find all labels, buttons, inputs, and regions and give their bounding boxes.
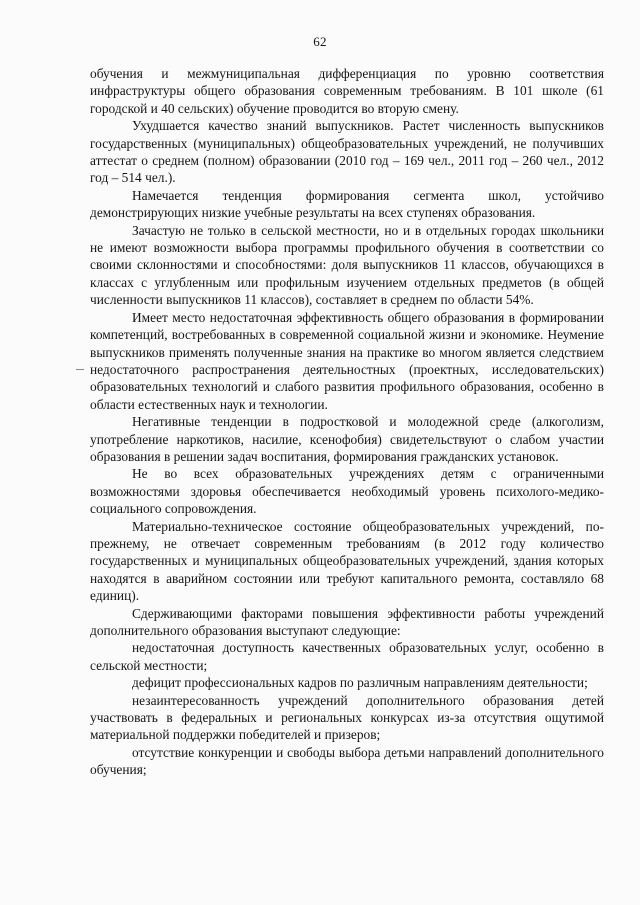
paragraph: обучения и межмуниципальная дифференциация по уровню соответствия инфраструктуры общего образования современным требованиям. В 101 школе (61 городской и 40 сельских) обучение проводится во вторую смену. bbox=[90, 66, 604, 116]
paragraph: Имеет место недостаточная эффективность общего образования в формировании компетенций, востребованных в современной социальной жизни и экономике. Неумение выпускников применять полученные знания на практике во многом является следствием недостаточного распространения деятельностных (проектных, исследовательских) образовательных технологий и слабого развития профильного образования, особенно в области естественных наук и технологии. bbox=[90, 309, 604, 412]
paragraph: Намечается тенденция формирования сегмента школ, устойчиво демонстрирующих низкие учебные результаты на всех ступенях образования. bbox=[90, 187, 604, 221]
paragraph: Зачастую не только в сельской местности, но и в отдельных городах школьники не имеют возможности выбора программы профильного обучения в соответствии со своими склонностями и способностями: доля выпускников 11 классов, обучающихся в классах с углубленным или профильным изучением отдельных предметов (в общей численности выпускников 11 классов), составляет в среднем по области 54%. bbox=[90, 222, 604, 308]
paragraph: Ухудшается качество знаний выпускников. Растет численность выпускников государственных (муниципальных) общеобразовательных учреждений, не получивших аттестат о среднем (полном) образовании (2010 год – 169 чел., 2011 год – 260 чел., 2012 год – 514 чел.). bbox=[90, 118, 604, 186]
list-item: дефицит профессиональных кадров по различным направлениям деятельности; bbox=[132, 675, 588, 691]
page-number: 62 bbox=[313, 34, 327, 49]
paragraph: Сдерживающими факторами повышения эффективности работы учреждений дополнительного образования выступают следующие: bbox=[90, 605, 604, 638]
paragraph: Не во всех образовательных учреждениях детям с ограниченными возможностями здоровья обеспечивается необходимый уровень психолого-медико-социального сопровождения. bbox=[90, 466, 604, 517]
paragraph: Материально-техническое состояние общеобразовательных учреждений, по-прежнему, не отвечает современным требованиям (в 2012 году количество государственных и муниципальных общеобразовательных учреждений, здания которых находятся в аварийном состоянии или требуют капитального ремонта, составляло 68 единиц). bbox=[90, 518, 604, 604]
list-item: недостаточная доступность качественных образовательных услуг, особенно в сельской местности; bbox=[90, 640, 604, 673]
document-body bbox=[90, 65, 604, 779]
list-item: отсутствие конкуренции и свободы выбора детьми направлений дополнительного обучения; bbox=[90, 744, 604, 778]
paragraph: Негативные тенденции в подростковой и молодежной среде (алкоголизм, употребление наркотиков, насилие, ксенофобия) свидетельствуют о слабом участии образования в решении задач воспитания, формирования гражданских установок. bbox=[90, 414, 604, 464]
margin-mark bbox=[76, 369, 84, 370]
list-item: незаинтересованность учреждений дополнительного образования детей участвовать в федеральных и региональных конкурсах из-за отсутствия ощутимой материальной поддержки победителей и призеров; bbox=[90, 692, 604, 743]
